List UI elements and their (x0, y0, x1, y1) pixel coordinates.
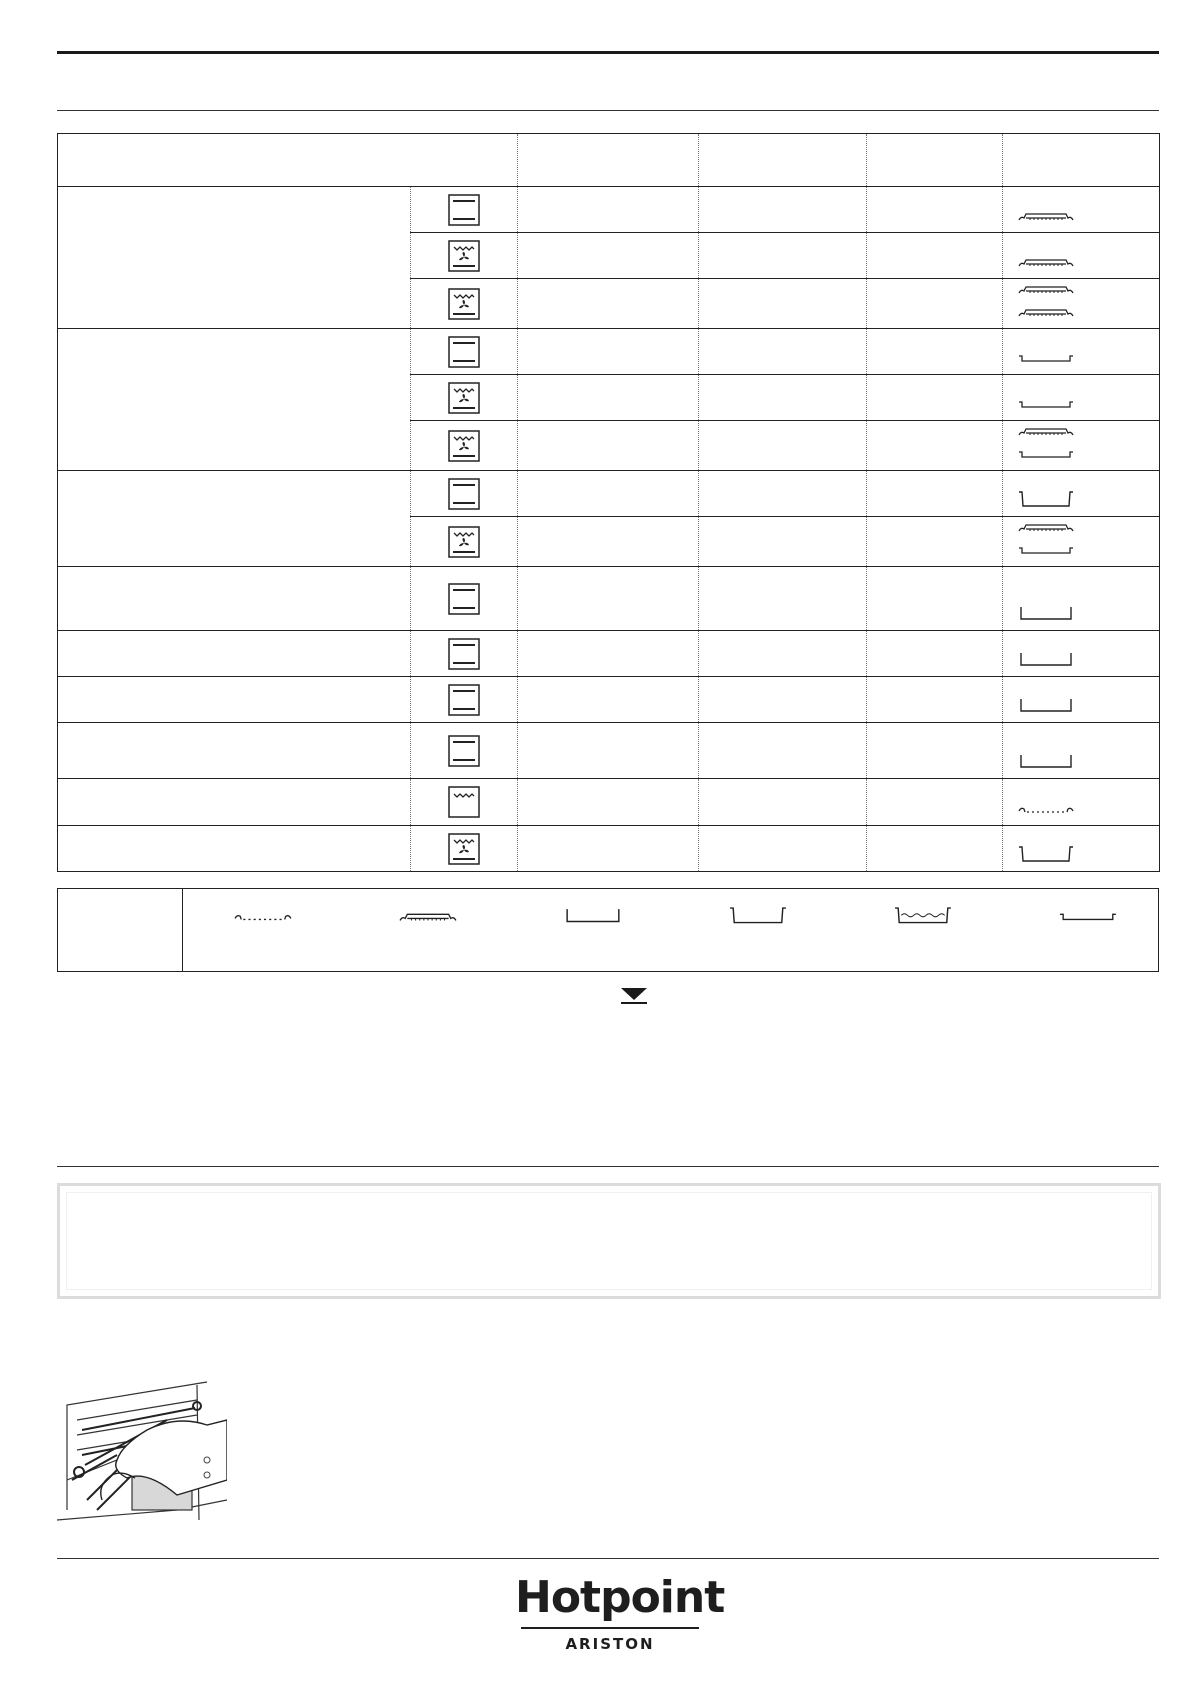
baking-tray-icon (563, 906, 623, 928)
preheat-cell (518, 233, 699, 279)
accessories-cell (1003, 567, 1160, 631)
col-header-accessories (1003, 134, 1160, 187)
function-cell (411, 567, 518, 631)
function-cell (411, 517, 518, 567)
static-oven-icon (448, 478, 480, 510)
preheat-cell (518, 677, 699, 723)
table-row (58, 329, 1160, 375)
preheat-cell (518, 779, 699, 826)
food-cell (58, 567, 411, 631)
static-oven-icon (448, 194, 480, 226)
temperature-cell (699, 631, 867, 677)
time-cell (867, 567, 1003, 631)
preheat-cell (518, 279, 699, 329)
top-heat-icon (448, 786, 480, 818)
temperature-cell (699, 677, 867, 723)
rack-icon (398, 906, 458, 928)
fan-grill-icon (448, 288, 480, 320)
brand-underline (521, 1627, 699, 1629)
preheat-cell (518, 421, 699, 471)
table-row (58, 631, 1160, 677)
function-cell (411, 677, 518, 723)
water-dish-icon (893, 906, 953, 928)
triangle-base-line (621, 1002, 647, 1004)
time-cell (867, 723, 1003, 779)
legend-label (58, 889, 183, 971)
deep-dish-icon (728, 906, 788, 928)
accessories-cell (1003, 723, 1160, 779)
static-oven-icon (448, 336, 480, 368)
shallow-tray-icon (1058, 906, 1118, 928)
time-cell (867, 329, 1003, 375)
rack-icon (1017, 279, 1075, 297)
static-oven-icon (448, 684, 480, 716)
accessories-cell (1003, 233, 1160, 279)
temperature-cell (699, 567, 867, 631)
time-cell (867, 279, 1003, 329)
accessories-cell (1003, 826, 1160, 872)
time-cell (867, 187, 1003, 233)
shallow-tray-icon (1017, 348, 1075, 366)
section-divider (57, 110, 1159, 111)
table-row (58, 567, 1160, 631)
preheat-cell (518, 329, 699, 375)
accessories-cell (1003, 329, 1160, 375)
preheat-cell (518, 723, 699, 779)
col-header-food (58, 134, 411, 187)
preheat-cell (518, 187, 699, 233)
accessories-cell (1003, 779, 1160, 826)
table-row (58, 826, 1160, 872)
accessories-cell (1003, 517, 1160, 567)
shallow-tray-icon (1017, 540, 1075, 558)
note-divider (57, 1166, 1159, 1167)
function-cell (411, 826, 518, 872)
rack-icon (1017, 206, 1075, 224)
static-oven-icon (448, 735, 480, 767)
temperature-cell (699, 723, 867, 779)
temperature-cell (699, 233, 867, 279)
fan-grill-icon (448, 240, 480, 272)
accessory-legend (57, 888, 1159, 972)
food-cell (58, 631, 411, 677)
temperature-cell (699, 329, 867, 375)
food-cell (58, 329, 411, 471)
table-row (58, 779, 1160, 826)
wire-shelf-icon (233, 906, 293, 928)
time-cell (867, 517, 1003, 567)
time-cell (867, 375, 1003, 421)
wire-shelf-icon (1017, 799, 1075, 817)
preheat-cell (518, 826, 699, 872)
function-cell (411, 375, 518, 421)
food-cell (58, 677, 411, 723)
accessories-cell (1003, 421, 1160, 471)
function-cell (411, 723, 518, 779)
temperature-cell (699, 279, 867, 329)
col-header-preheat (518, 134, 699, 187)
shallow-tray-icon (1017, 394, 1075, 412)
fan-grill-icon (448, 382, 480, 414)
accessories-cell (1003, 677, 1160, 723)
time-cell (867, 631, 1003, 677)
food-cell (58, 723, 411, 779)
preheat-cell (518, 375, 699, 421)
temperature-cell (699, 779, 867, 826)
deep-dish-icon (1017, 845, 1075, 863)
rack-icon (1017, 302, 1075, 320)
function-cell (411, 329, 518, 375)
table-row (58, 471, 1160, 517)
brand-name: Hotpoint (515, 1572, 725, 1623)
food-cell (58, 187, 411, 329)
fan-grill-icon (448, 430, 480, 462)
baking-tray-icon (1017, 752, 1075, 770)
time-cell (867, 233, 1003, 279)
baking-tray-icon (1017, 604, 1075, 622)
function-cell (411, 421, 518, 471)
function-cell (411, 279, 518, 329)
preheat-cell (518, 471, 699, 517)
brand-subname: ARISTON (565, 1635, 655, 1653)
fan-grill-icon (448, 526, 480, 558)
fan-grill-icon (448, 833, 480, 865)
baking-tray-icon (1017, 696, 1075, 714)
preheat-cell (518, 517, 699, 567)
preheat-cell (518, 567, 699, 631)
function-cell (411, 779, 518, 826)
col-header-function (411, 134, 518, 187)
time-cell (867, 677, 1003, 723)
temperature-cell (699, 517, 867, 567)
temperature-cell (699, 187, 867, 233)
temperature-cell (699, 375, 867, 421)
temperature-cell (699, 421, 867, 471)
oven-shelf-illustration (57, 1360, 227, 1535)
accessories-cell (1003, 279, 1160, 329)
cooking-table (57, 133, 1160, 872)
shallow-tray-icon (1017, 444, 1075, 462)
table-body (58, 187, 1160, 872)
accessories-cell (1003, 375, 1160, 421)
footer-rule (57, 1558, 1159, 1559)
time-cell (867, 779, 1003, 826)
col-header-time (867, 134, 1003, 187)
static-oven-icon (448, 583, 480, 615)
rack-icon (1017, 252, 1075, 270)
rack-icon (1017, 517, 1075, 535)
triangle-down-icon (621, 988, 647, 1000)
static-oven-icon (448, 638, 480, 670)
function-cell (411, 233, 518, 279)
baking-tray-icon (1017, 650, 1075, 668)
col-header-temperature (699, 134, 867, 187)
table-row (58, 677, 1160, 723)
food-cell (58, 779, 411, 826)
time-cell (867, 471, 1003, 517)
table-row (58, 723, 1160, 779)
temperature-cell (699, 826, 867, 872)
table-row (58, 187, 1160, 233)
note-box (57, 1183, 1161, 1299)
accessories-cell (1003, 471, 1160, 517)
rack-icon (1017, 421, 1075, 439)
function-cell (411, 631, 518, 677)
deep-dish-icon (1017, 490, 1075, 508)
accessories-cell (1003, 187, 1160, 233)
table-header-row (58, 134, 1160, 187)
function-cell (411, 471, 518, 517)
brand-logo (515, 1572, 725, 1653)
accessories-cell (1003, 631, 1160, 677)
temperature-cell (699, 471, 867, 517)
preheat-cell (518, 631, 699, 677)
food-cell (58, 826, 411, 872)
header-rule (57, 51, 1159, 54)
time-cell (867, 826, 1003, 872)
time-cell (867, 421, 1003, 471)
food-cell (58, 471, 411, 567)
function-cell (411, 187, 518, 233)
